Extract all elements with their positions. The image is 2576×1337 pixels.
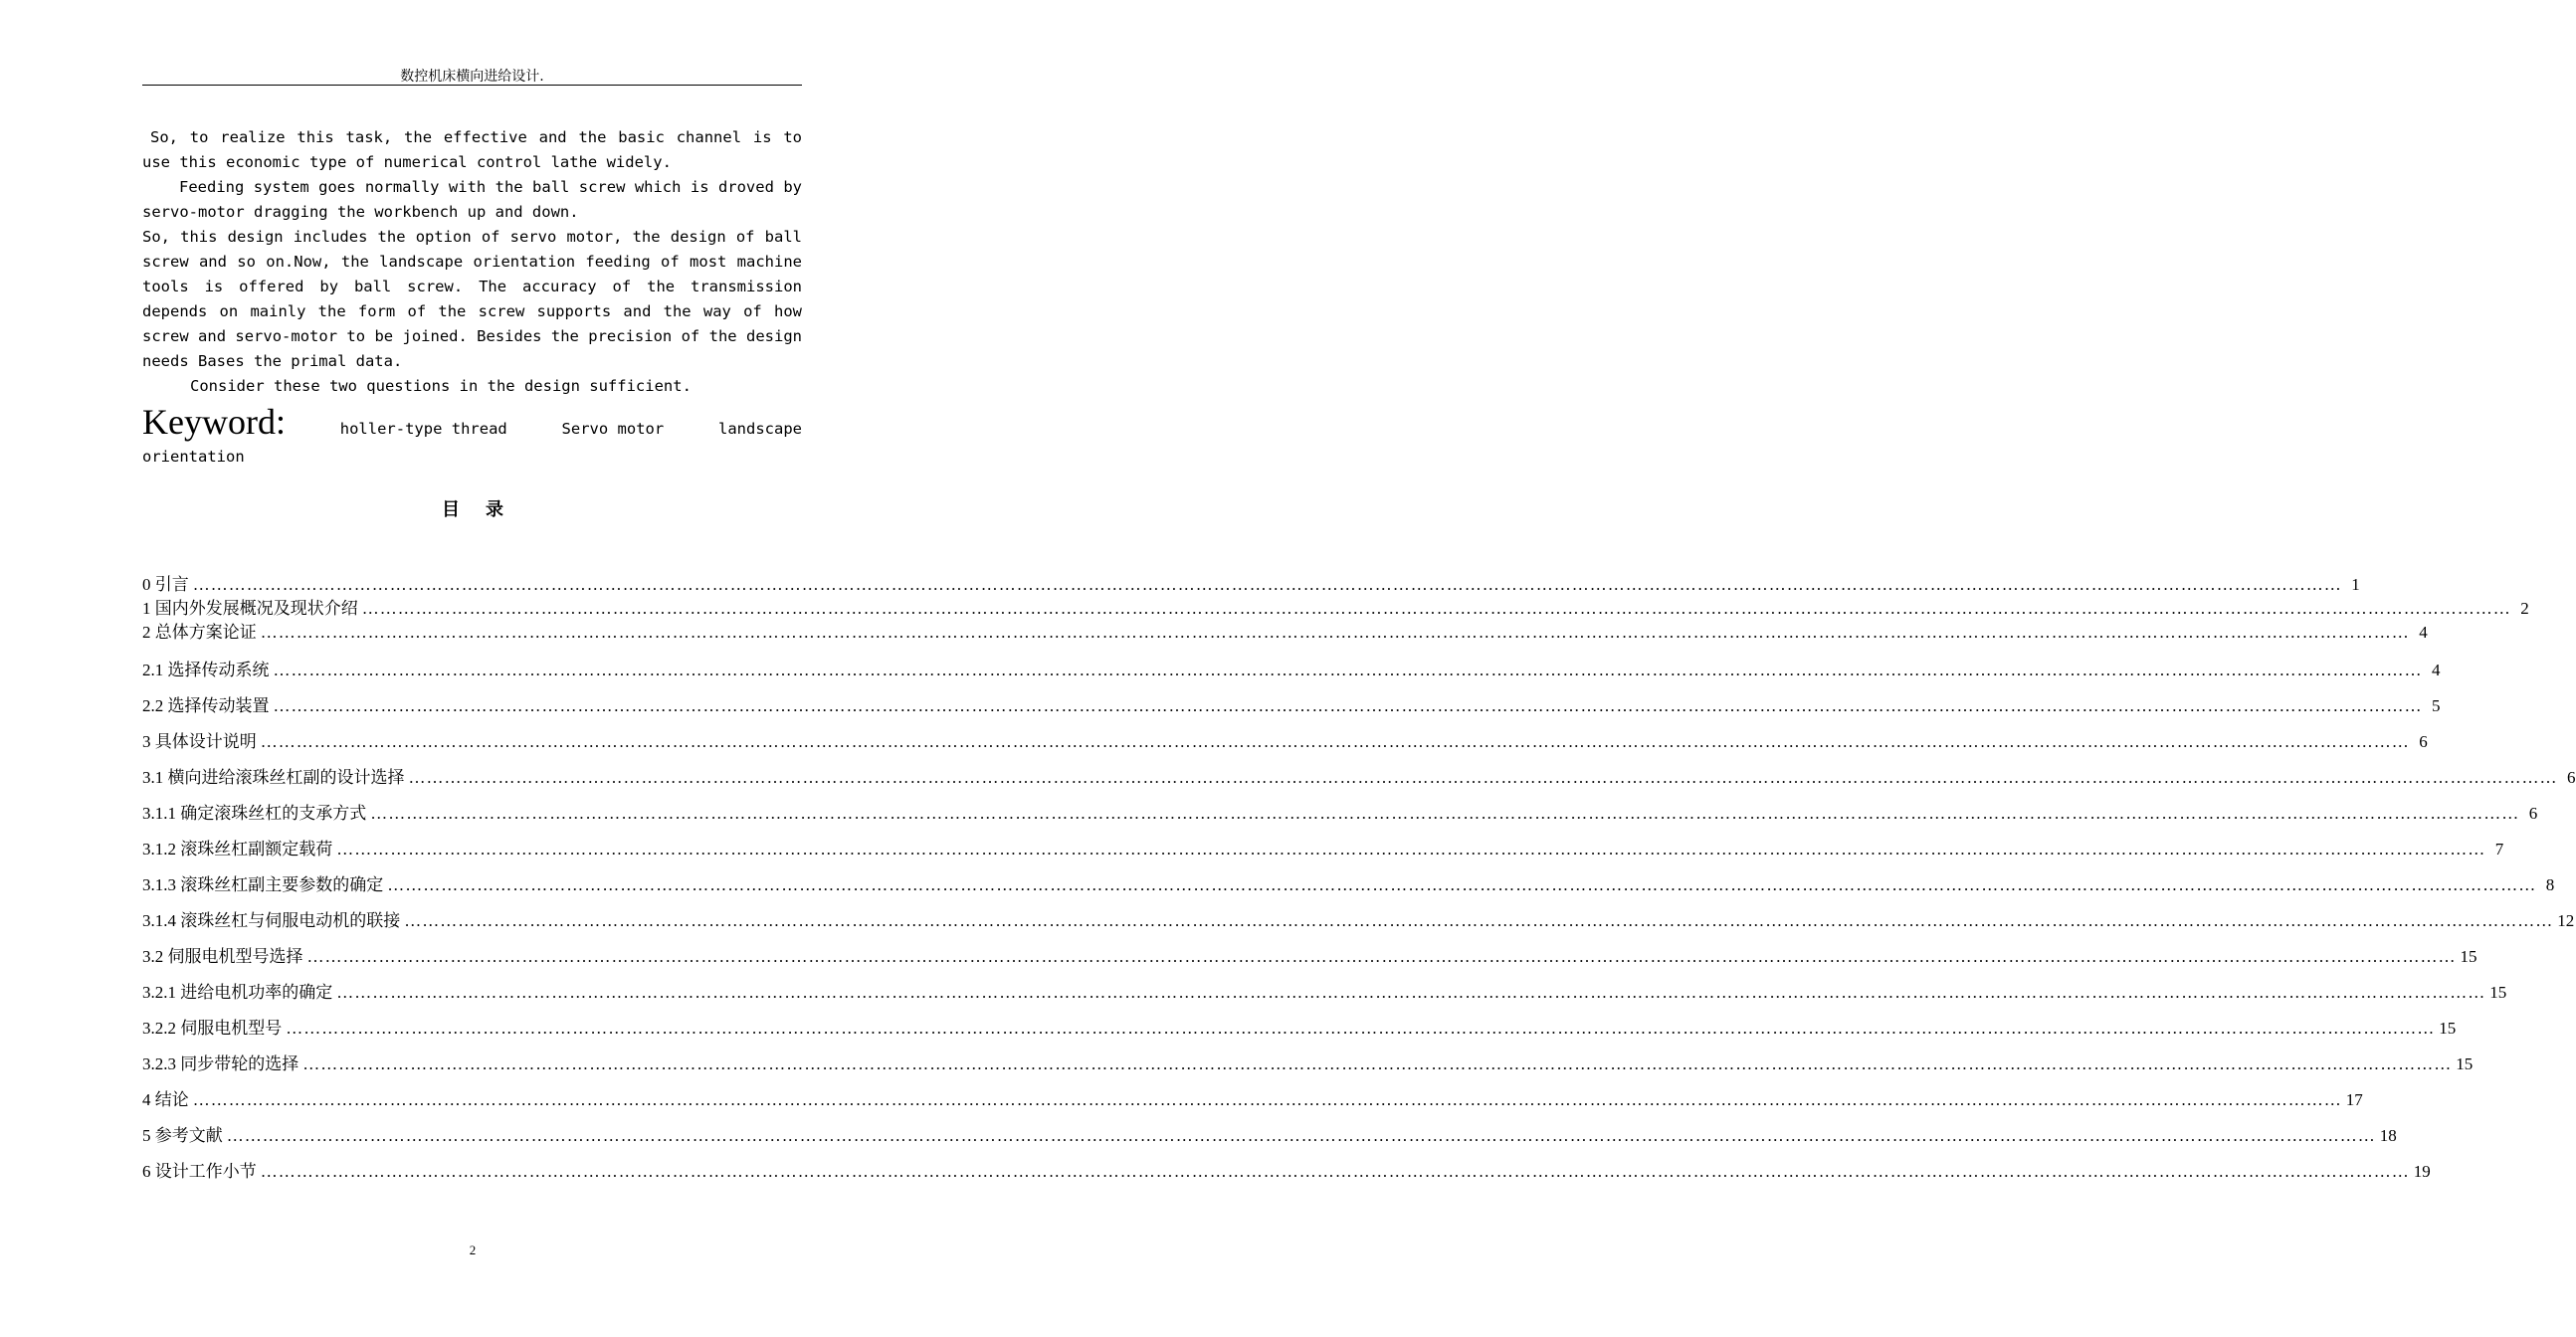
toc-entry-title: 2.1 选择传动系统 xyxy=(142,661,270,679)
toc-entry-page: 5 xyxy=(2432,696,2441,715)
toc-entry-title: 1 国内外发展概况及现状介绍 xyxy=(142,599,358,618)
keyword-label: Keyword: xyxy=(142,402,286,442)
toc-leader-dots: ……………………………………………………………………………………………………………………………………………………………………………………………………………………………………………………………………………………………………………………………… xyxy=(273,696,2423,715)
toc-leader-dots: ……………………………………………………………………………………………………………………………………………………………………………………………………………………………………………………………………………………………………………………………… xyxy=(336,983,2486,1002)
abstract-paragraph-1: So, to realize this task, the effective and the basic channel is to use this economic type of numerical control lathe widely. xyxy=(142,128,802,171)
toc-leader-dots: ……………………………………………………………………………………………………………………………………………………………………………………………………………………………………………………………………………………………………………………………… xyxy=(336,840,2486,859)
page-header: 数控机床横向进给设计. xyxy=(400,69,544,85)
toc-entry-title: 3.1.1 确定滚珠丝杠的支承方式 xyxy=(142,804,367,823)
toc-entry[interactable] xyxy=(142,570,2360,595)
toc-entry[interactable] xyxy=(142,978,2507,1003)
toc-entry-page: 19 xyxy=(2413,1162,2431,1181)
toc-entry[interactable] xyxy=(142,656,2441,680)
toc-leader-dots: ……………………………………………………………………………………………………………………………………………………………………………………………………………………………………………………………………………………………………………………………… xyxy=(404,911,2554,930)
toc-entry[interactable] xyxy=(142,799,2538,824)
toc-entry[interactable] xyxy=(142,1085,2363,1110)
toc-entry-page: 6 xyxy=(2528,804,2538,823)
toc-leader-dots: ……………………………………………………………………………………………………………………………………………………………………………………………………………………………………………………………………………………………………………………………… xyxy=(260,623,2410,642)
toc-leader-dots: ……………………………………………………………………………………………………………………………………………………………………………………………………………………………………………………………………………………………………………………………… xyxy=(306,947,2457,966)
toc-entry-title: 3.1.2 滚珠丝杠副额定载荷 xyxy=(142,840,333,859)
toc-entry-title: 4 结论 xyxy=(142,1090,189,1109)
toc-entry[interactable] xyxy=(142,1050,2474,1074)
toc-entry-title: 3.2.1 进给电机功率的确定 xyxy=(142,983,333,1002)
toc-entry-page: 6 xyxy=(2567,768,2576,787)
toc-entry[interactable] xyxy=(142,906,2575,931)
toc-entry[interactable] xyxy=(142,1157,2431,1182)
page-number: 2 xyxy=(469,1242,477,1257)
keyword-section xyxy=(142,400,802,466)
toc-entry-title: 3.2 伺服电机型号选择 xyxy=(142,947,303,966)
toc-entry-title: 5 参考文献 xyxy=(142,1126,223,1145)
toc-leader-dots: ……………………………………………………………………………………………………………………………………………………………………………………………………………………………………………………………………………………………………………………………… xyxy=(260,1162,2410,1181)
keyword-line xyxy=(142,400,802,444)
toc-entry-page: 4 xyxy=(2432,661,2441,679)
keyword-term: landscape xyxy=(718,420,802,438)
toc-leader-dots: ……………………………………………………………………………………………………………………………………………………………………………………………………………………………………………………………………………………………………………………………… xyxy=(408,768,2558,787)
toc-title: 目录 xyxy=(442,499,529,520)
toc-entry[interactable] xyxy=(142,835,2504,860)
toc-entry-page: 7 xyxy=(2494,840,2504,859)
toc-entry[interactable] xyxy=(142,763,2576,788)
toc-leader-dots: ……………………………………………………………………………………………………………………………………………………………………………………………………………………………………………………………………………………………………………………………… xyxy=(273,661,2423,679)
toc-entry-title: 0 引言 xyxy=(142,575,189,594)
toc-entry[interactable] xyxy=(142,618,2428,643)
toc-entry-page: 12 xyxy=(2557,911,2575,930)
toc-leader-dots: ……………………………………………………………………………………………………………………………………………………………………………………………………………………………………………………………………………………………………………………………… xyxy=(370,804,2520,823)
toc-entry-page: 15 xyxy=(2460,947,2477,966)
keyword-term: holler-type thread xyxy=(339,420,507,438)
toc-entry-title: 2 总体方案论证 xyxy=(142,623,257,642)
toc-entry-page: 6 xyxy=(2419,732,2428,751)
toc-entry-page: 8 xyxy=(2545,875,2555,894)
toc-leader-dots: ……………………………………………………………………………………………………………………………………………………………………………………………………………………………………………………………………………………………………………………………… xyxy=(302,1054,2453,1073)
toc-leader-dots: ……………………………………………………………………………………………………………………………………………………………………………………………………………………………………………………………………………………………………………………………… xyxy=(192,575,2342,594)
toc-entry-title: 3.2.2 伺服电机型号 xyxy=(142,1019,283,1038)
toc-entry-title: 3.2.3 同步带轮的选择 xyxy=(142,1054,299,1073)
toc-entry-title: 2.2 选择传动装置 xyxy=(142,696,270,715)
toc-entry-title: 3.1.3 滚珠丝杠副主要参数的确定 xyxy=(142,875,384,894)
abstract-paragraph-2: Feeding system goes normally with the ball screw which is droved by servo-motor dragging the workbench up and down. xyxy=(142,178,802,221)
toc-entry-page: 2 xyxy=(2520,599,2529,618)
abstract-paragraph-4: Consider these two questions in the design sufficient. xyxy=(190,377,692,395)
toc-entry-page: 17 xyxy=(2345,1090,2363,1109)
toc-leader-dots: ……………………………………………………………………………………………………………………………………………………………………………………………………………………………………………………………………………………………………………………………… xyxy=(387,875,2537,894)
toc-entry[interactable] xyxy=(142,1014,2457,1039)
toc-entry-page: 15 xyxy=(2489,983,2507,1002)
toc-leader-dots: ……………………………………………………………………………………………………………………………………………………………………………………………………………………………………………………………………………………………………………………………… xyxy=(361,599,2511,618)
toc-entry-page: 1 xyxy=(2351,575,2360,594)
toc-entry[interactable] xyxy=(142,727,2428,752)
toc-leader-dots: ……………………………………………………………………………………………………………………………………………………………………………………………………………………………………………………………………………………………………………………………… xyxy=(286,1019,2436,1038)
toc-entry-title: 3 具体设计说明 xyxy=(142,732,257,751)
toc-entry-page: 4 xyxy=(2419,623,2428,642)
keyword-continuation: orientation xyxy=(142,448,245,466)
toc-leader-dots: ……………………………………………………………………………………………………………………………………………………………………………………………………………………………………………………………………………………………………………………………… xyxy=(192,1090,2342,1109)
toc-entry-page: 15 xyxy=(2456,1054,2474,1073)
header-rule xyxy=(142,85,802,86)
abstract-body xyxy=(142,125,802,399)
toc-entry[interactable] xyxy=(142,691,2441,716)
abstract-paragraph-3: So, this design includes the option of servo motor, the design of ball screw and so on.Now, the landscape orientation feeding of most machine tools is offered by ball screw. The accuracy of the transmission depends on mainly the form of the screw supports and the way of how screw and servo-motor to be joined. Besides the precision of the design needs Bases the primal data. xyxy=(142,228,802,370)
toc-entry-page: 15 xyxy=(2439,1019,2457,1038)
toc-leader-dots: ……………………………………………………………………………………………………………………………………………………………………………………………………………………………………………………………………………………………………………………………… xyxy=(260,732,2410,751)
toc-leader-dots: ……………………………………………………………………………………………………………………………………………………………………………………………………………………………………………………………………………………………………………………………… xyxy=(226,1126,2376,1145)
keyword-term: Servo motor xyxy=(561,420,665,438)
toc-entry[interactable] xyxy=(142,870,2555,895)
toc-entry[interactable] xyxy=(142,594,2529,619)
toc-entry[interactable] xyxy=(142,942,2477,967)
toc-entry-page: 18 xyxy=(2379,1126,2397,1145)
toc-entry-title: 3.1.4 滚珠丝杠与伺服电动机的联接 xyxy=(142,911,401,930)
toc-entry-title: 6 设计工作小节 xyxy=(142,1162,257,1181)
toc-entry-title: 3.1 横向进给滚珠丝杠副的设计选择 xyxy=(142,768,405,787)
toc-entry[interactable] xyxy=(142,1121,2397,1146)
